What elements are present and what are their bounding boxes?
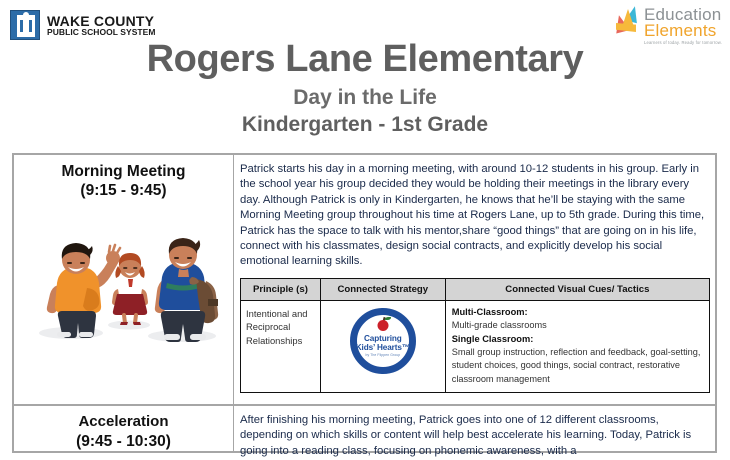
- ckh-line3: by The Flippen Group: [365, 352, 401, 357]
- segment-description: After finishing his morning meeting, Patrick goes into one of 12 different classrooms, depending on which skills or content will help best accelerate his learning. Today, Patrick is going into a reading class, focusing on phonemic awareness, with a: [240, 414, 692, 457]
- triangle-books-icon: [614, 6, 640, 34]
- column-header-principles: Principle (s): [241, 278, 321, 300]
- segment-time: (9:45 - 10:30): [76, 432, 171, 450]
- wake-county-logo-line2: PUBLIC SCHOOL SYSTEM: [47, 26, 156, 37]
- wake-county-logo-line1: WAKE COUNTY: [47, 12, 155, 29]
- apple-icon: [377, 320, 388, 331]
- table-row: [241, 300, 710, 392]
- education-elements-word1: Education: [643, 5, 722, 24]
- segment-time: (9:15 - 9:45): [80, 182, 167, 200]
- page-subtitle-1: Day in the Life: [293, 85, 437, 109]
- three-students-illustration: [24, 233, 229, 343]
- segment-title: Acceleration: [78, 413, 169, 430]
- cell-principles: Intentional and Reciprocal Relationships: [241, 300, 321, 392]
- capitol-building-icon: [10, 10, 40, 40]
- tactics-text-multi: Multi-grade classrooms: [451, 320, 547, 331]
- cell-tactics: [445, 300, 709, 392]
- schedule-row-morning-meeting: [14, 155, 715, 404]
- segment-description: Patrick starts his day in a morning meeting, with around 10-12 students in his group. Early in the school year his group decided they would be holding their meetings in the library every day. Although Patrick is only in Kindergarten, he knows that he’ll be staying with the same Morning Meeting group throughout his time at Rogers Lane, up to 5th grade. During this time, Patrick has the space to talk with his mentor,share “good things” that are going on in his life, connect with his classmates, design social contracts, and explicitly develop his social emotional learning skills.: [240, 163, 705, 268]
- tactics-label-single: Single Classroom:: [451, 333, 534, 344]
- ckh-line1: Capturing: [363, 333, 402, 343]
- segment-label-cell: [14, 406, 234, 451]
- wake-county-logo: [10, 10, 156, 40]
- capturing-kids-hearts-logo: [350, 308, 416, 374]
- segment-content-cell: [234, 406, 715, 457]
- schedule-row-acceleration: [14, 404, 715, 457]
- page-title: Rogers Lane Elementary: [146, 38, 584, 80]
- principles-table-header-row: [241, 278, 710, 300]
- cell-strategy: [320, 300, 445, 392]
- students-svg: [24, 233, 229, 343]
- segment-content-cell: [234, 155, 718, 404]
- document-header: [0, 0, 730, 152]
- tactics-text-single: Small group instruction, reflection and feedback, goal-setting, student choices, good things, social contract, restorative classroom management: [451, 347, 701, 384]
- education-elements-tagline: Learners of today. Ready for tomorrow.: [643, 40, 722, 46]
- education-elements-word2: Elements: [643, 20, 717, 40]
- column-header-tactics: Connected Visual Cues/ Tactics: [445, 278, 709, 300]
- segment-title: Morning Meeting: [61, 163, 186, 180]
- principles-table: [240, 278, 710, 393]
- ckh-line2: Kids’ Hearts™: [355, 342, 410, 352]
- title-block: [0, 40, 730, 136]
- column-header-strategy: Connected Strategy: [320, 278, 445, 300]
- page-subtitle-2: Kindergarten - 1st Grade: [241, 112, 489, 136]
- tactics-label-multi: Multi-Classroom:: [451, 306, 528, 317]
- segment-label-cell: [14, 155, 234, 404]
- schedule-table: [12, 153, 717, 457]
